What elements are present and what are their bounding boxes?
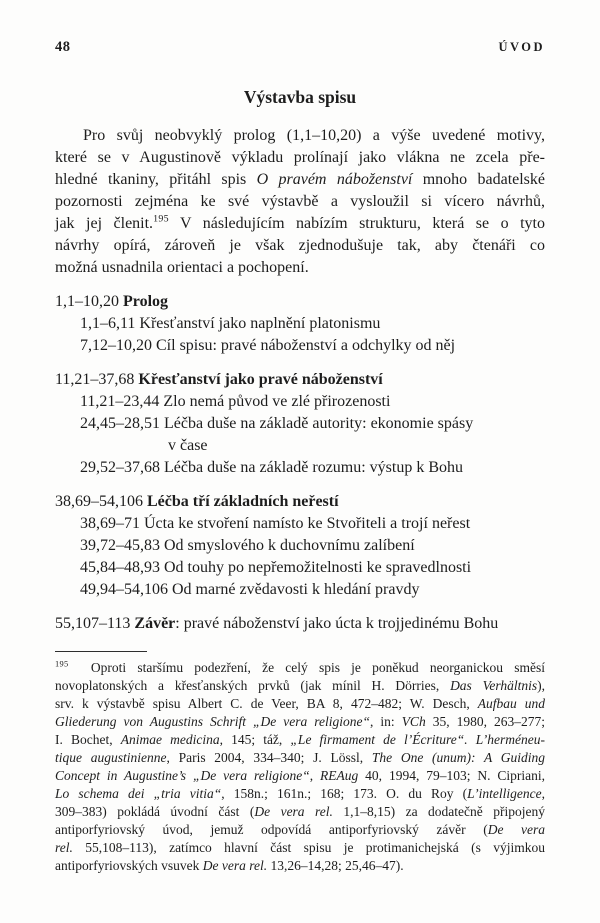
paragraph-line: které se v Augustinově výkladu prolínají jako vlákna ne zcela pře- [55,149,545,166]
running-header [55,38,545,56]
outline-row-continuation: v čase [168,437,208,454]
outline-group-lecba [55,491,545,601]
outline-row: 39,72–45,83 Od smyslového k duchovnímu zalíbení [80,537,415,554]
outline-row: 49,94–54,106 Od marné zvědavosti k hledání pravdy [80,581,420,598]
footnote-line: rel. 55,108–113), zatímco hlavní část spisu je protimanichejská (s výjimkou [55,840,545,855]
running-title: ÚVOD [498,40,545,54]
outline-row: 24,45–28,51 Léčba duše na základě autority: ekonomie spásy [80,415,474,432]
footnote-separator [55,651,147,652]
footnote-line: antiporfyriovských vsuvek De vera rel. 13,26–14,28; 25,46–47). [55,858,404,873]
footnote-line: novoplatonských a křesťanských prvků (jak mínil H. Dörries, Das Verhältnis), [55,678,545,693]
footnote-line: Gliederung von Augustins Schrift „De vera religione“, in: VCh 35, 1980, 263–277; [55,714,545,729]
outline-row: 55,107–113 Závěr: pravé náboženství jako úcta k trojjedinému Bohu [55,615,499,632]
paragraph-line: Pro svůj neobvyklý prolog (1,1–10,20) a výše uvedené motivy, [83,127,545,144]
page-number: 48 [55,39,71,55]
paragraph-line: jak jej členit.$^{195}$ V následujícím nabízím strukturu, která se o tyto [55,213,545,232]
paragraph-line: návrhy opírá, zároveň je však zjednodušuje tak, aby čtenáři co [55,237,545,254]
footnote-line: tique augustinienne, Paris 2004, 334–340; J. Lössl, The One (unum): A Guiding [55,750,545,765]
footnote-195 [55,659,545,875]
section-heading: Výstavba spisu [243,87,357,107]
footnote-line: srv. k výstavbě spisu Albert C. de Veer, BA 8, 472–482; W. Desch, Aufbau und [55,696,546,711]
footnote-line: Lo schema dei „tria vitia“, 158n.; 161n.; 168; 173. O. du Roy (L’intelligence, [55,786,545,801]
footnote-line: 309–383) pokládá úvodní část (De vera rel. 1,1–8,15) za dodatečně připojený [55,804,545,819]
outline-row: 38,69–54,106 Léčba tří základních neřestí [55,493,339,510]
outline-row: 1,1–6,11 Křesťanství jako naplnění platonismu [80,315,381,332]
outline-row: 45,84–48,93 Od touhy po nepřemožitelnosti ke spravedlnosti [80,559,472,576]
paragraph-line: pozornosti zejména ke své výstavbě a vysloužil si vícero návrhů, [55,193,545,210]
outline-row: 11,21–37,68 Křesťanství jako pravé náboženství [55,371,383,388]
outline-row: 11,21–23,44 Zlo nemá původ ve zlé přirozenosti [80,393,391,410]
outline-row: 38,69–71 Úcta ke stvoření namísto ke Stvořiteli a trojí neřest [80,515,471,532]
footnote-line: Concept in Augustine’s „De vera religione“, REAug 40, 1994, 79–103; N. Cipriani, [55,768,546,783]
outline-group-zaver [55,613,545,635]
footnote-line: I. Bochet, Animae medicina, 145; táž, „Le firmament de l’Écriture“. L’herméneu- [55,732,545,747]
paragraph-line: možná usnadnila orientaci a pochopení. [55,259,309,276]
outline-row: 7,12–10,20 Cíl spisu: pravé náboženství a odchylky od něj [80,337,456,354]
outline-row: 1,1–10,20 Prolog [55,293,169,310]
footnote-line: antiporfyriovský úvod, jemuž odpovídá antiporfyriovský závěr (De vera [55,822,545,837]
paragraph-line: hledné tkaniny, přitáhl spis O pravém náboženství mnoho badatelské [55,171,546,188]
footnote-line: $^{195}$ Oproti staršímu podezření, že celý spis je poněkud neorganickou směsí [55,659,545,675]
structure-outline [55,291,545,635]
outline-row: 29,52–37,68 Léčba duše na základě rozumu: výstup k Bohu [80,459,464,476]
outline-group-prolog [55,291,545,357]
intro-paragraph [55,125,545,279]
outline-group-krestanstvi [55,369,545,479]
